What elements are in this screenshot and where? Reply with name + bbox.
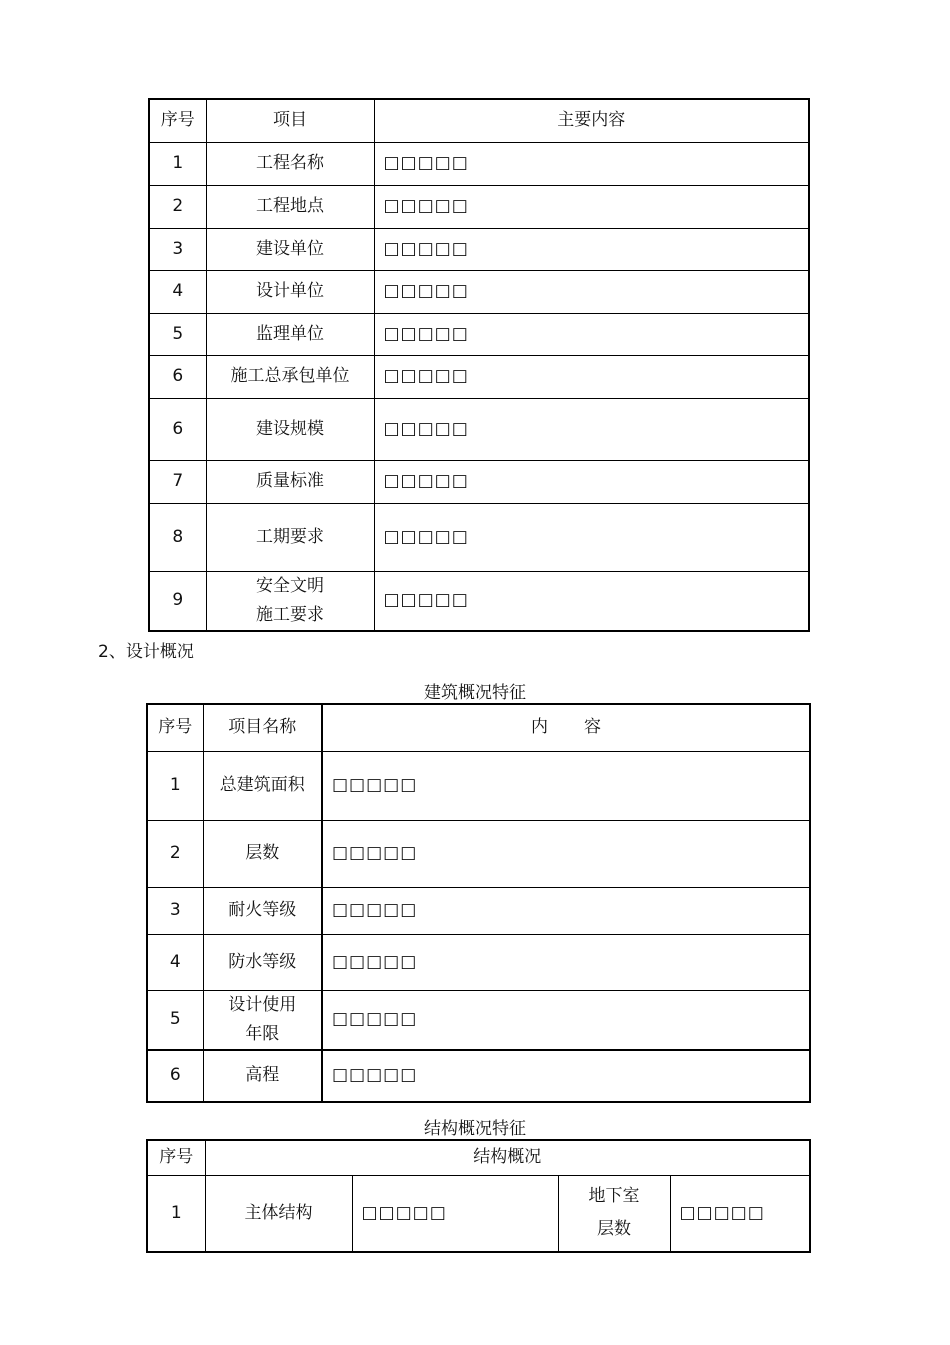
row-item-line1: 安全文明 xyxy=(256,575,324,596)
row-value: □□□□□ xyxy=(374,355,809,398)
row-item: 防水等级 xyxy=(203,934,322,990)
structure-table-caption: 结构概况特征 xyxy=(424,1119,526,1139)
row-no: 3 xyxy=(147,887,203,934)
row-no: 6 xyxy=(147,1050,203,1102)
row-value: □□□□□ xyxy=(322,820,810,887)
header-no: 序号 xyxy=(149,99,206,142)
table-row xyxy=(147,1050,810,1102)
row-item: 工期要求 xyxy=(206,503,374,571)
row-value: □□□□□ xyxy=(322,887,810,934)
table-row xyxy=(147,1175,810,1252)
row-no: 8 xyxy=(149,503,206,571)
table-row xyxy=(149,355,809,398)
table-row xyxy=(149,313,809,355)
row-value: □□□□□ xyxy=(374,571,809,631)
row-item: 监理单位 xyxy=(206,313,374,355)
row-item-line1: 地下室 xyxy=(588,1186,640,1207)
table-row xyxy=(147,990,810,1050)
row-item xyxy=(206,571,374,631)
row-value: □□□□□ xyxy=(374,313,809,355)
row-item: 施工总承包单位 xyxy=(206,355,374,398)
row-item: 工程名称 xyxy=(206,142,374,185)
row-value: □□□□□ xyxy=(352,1175,558,1252)
row-no: 1 xyxy=(147,751,203,820)
row-item: 设计单位 xyxy=(206,270,374,313)
table-header-row xyxy=(147,704,810,751)
row-value: □□□□□ xyxy=(374,460,809,503)
row-item: 主体结构 xyxy=(205,1175,352,1252)
row-value: □□□□□ xyxy=(322,990,810,1050)
table-row xyxy=(147,934,810,990)
structure-overview-table xyxy=(146,1139,811,1253)
row-value: □□□□□ xyxy=(374,398,809,460)
row-value: □□□□□ xyxy=(374,142,809,185)
row-item-line2: 施工要求 xyxy=(256,604,324,625)
row-no: 6 xyxy=(149,355,206,398)
table-row xyxy=(149,270,809,313)
row-item: 质量标准 xyxy=(206,460,374,503)
row-no: 7 xyxy=(149,460,206,503)
row-value: □□□□□ xyxy=(374,185,809,228)
header-item: 项目 xyxy=(206,99,374,142)
row-value: □□□□□ xyxy=(374,503,809,571)
row-no: 2 xyxy=(149,185,206,228)
table-row xyxy=(149,503,809,571)
table-row xyxy=(149,571,809,631)
row-item: 工程地点 xyxy=(206,185,374,228)
row-no: 1 xyxy=(149,142,206,185)
section-title: 2、设计概况 xyxy=(98,642,194,662)
row-item xyxy=(203,990,322,1050)
row-no: 3 xyxy=(149,228,206,270)
row-item-line2: 层数 xyxy=(597,1219,631,1240)
row-item-line2: 年限 xyxy=(245,1023,280,1044)
row-item-line1: 设计使用 xyxy=(228,994,297,1015)
row-value: □□□□□ xyxy=(374,270,809,313)
project-overview-table xyxy=(148,98,810,632)
header-structure: 结构概况 xyxy=(205,1140,810,1175)
row-item: 高程 xyxy=(203,1050,322,1102)
table-row xyxy=(149,142,809,185)
row-no: 4 xyxy=(149,270,206,313)
row-item-basement xyxy=(558,1175,670,1252)
row-value: □□□□□ xyxy=(322,934,810,990)
header-content-part1: 内 xyxy=(531,717,548,738)
row-value: □□□□□ xyxy=(322,1050,810,1102)
table-header-row xyxy=(147,1140,810,1175)
building-overview-table xyxy=(146,703,811,1103)
table-row xyxy=(147,751,810,820)
header-item: 项目名称 xyxy=(203,704,322,751)
row-no: 4 xyxy=(147,934,203,990)
row-item: 总建筑面积 xyxy=(203,751,322,820)
row-item: 层数 xyxy=(203,820,322,887)
table-row xyxy=(147,887,810,934)
table-header-row xyxy=(149,99,809,142)
row-no: 1 xyxy=(147,1175,205,1252)
row-no: 2 xyxy=(147,820,203,887)
header-content-part2: 容 xyxy=(584,717,601,738)
row-value-basement: □□□□□ xyxy=(670,1175,810,1252)
header-content: 主要内容 xyxy=(374,99,809,142)
row-value: □□□□□ xyxy=(374,228,809,270)
header-no: 序号 xyxy=(147,704,203,751)
row-no: 6 xyxy=(149,398,206,460)
table-row xyxy=(147,820,810,887)
table-row xyxy=(149,228,809,270)
table-row xyxy=(149,398,809,460)
row-item: 耐火等级 xyxy=(203,887,322,934)
row-item: 建设规模 xyxy=(206,398,374,460)
row-no: 5 xyxy=(147,990,203,1050)
row-no: 5 xyxy=(149,313,206,355)
table-row xyxy=(149,460,809,503)
row-value: □□□□□ xyxy=(322,751,810,820)
header-content xyxy=(322,704,810,751)
row-no: 9 xyxy=(149,571,206,631)
building-table-caption: 建筑概况特征 xyxy=(424,683,526,703)
header-no: 序号 xyxy=(147,1140,205,1175)
table-row xyxy=(149,185,809,228)
row-item: 建设单位 xyxy=(206,228,374,270)
